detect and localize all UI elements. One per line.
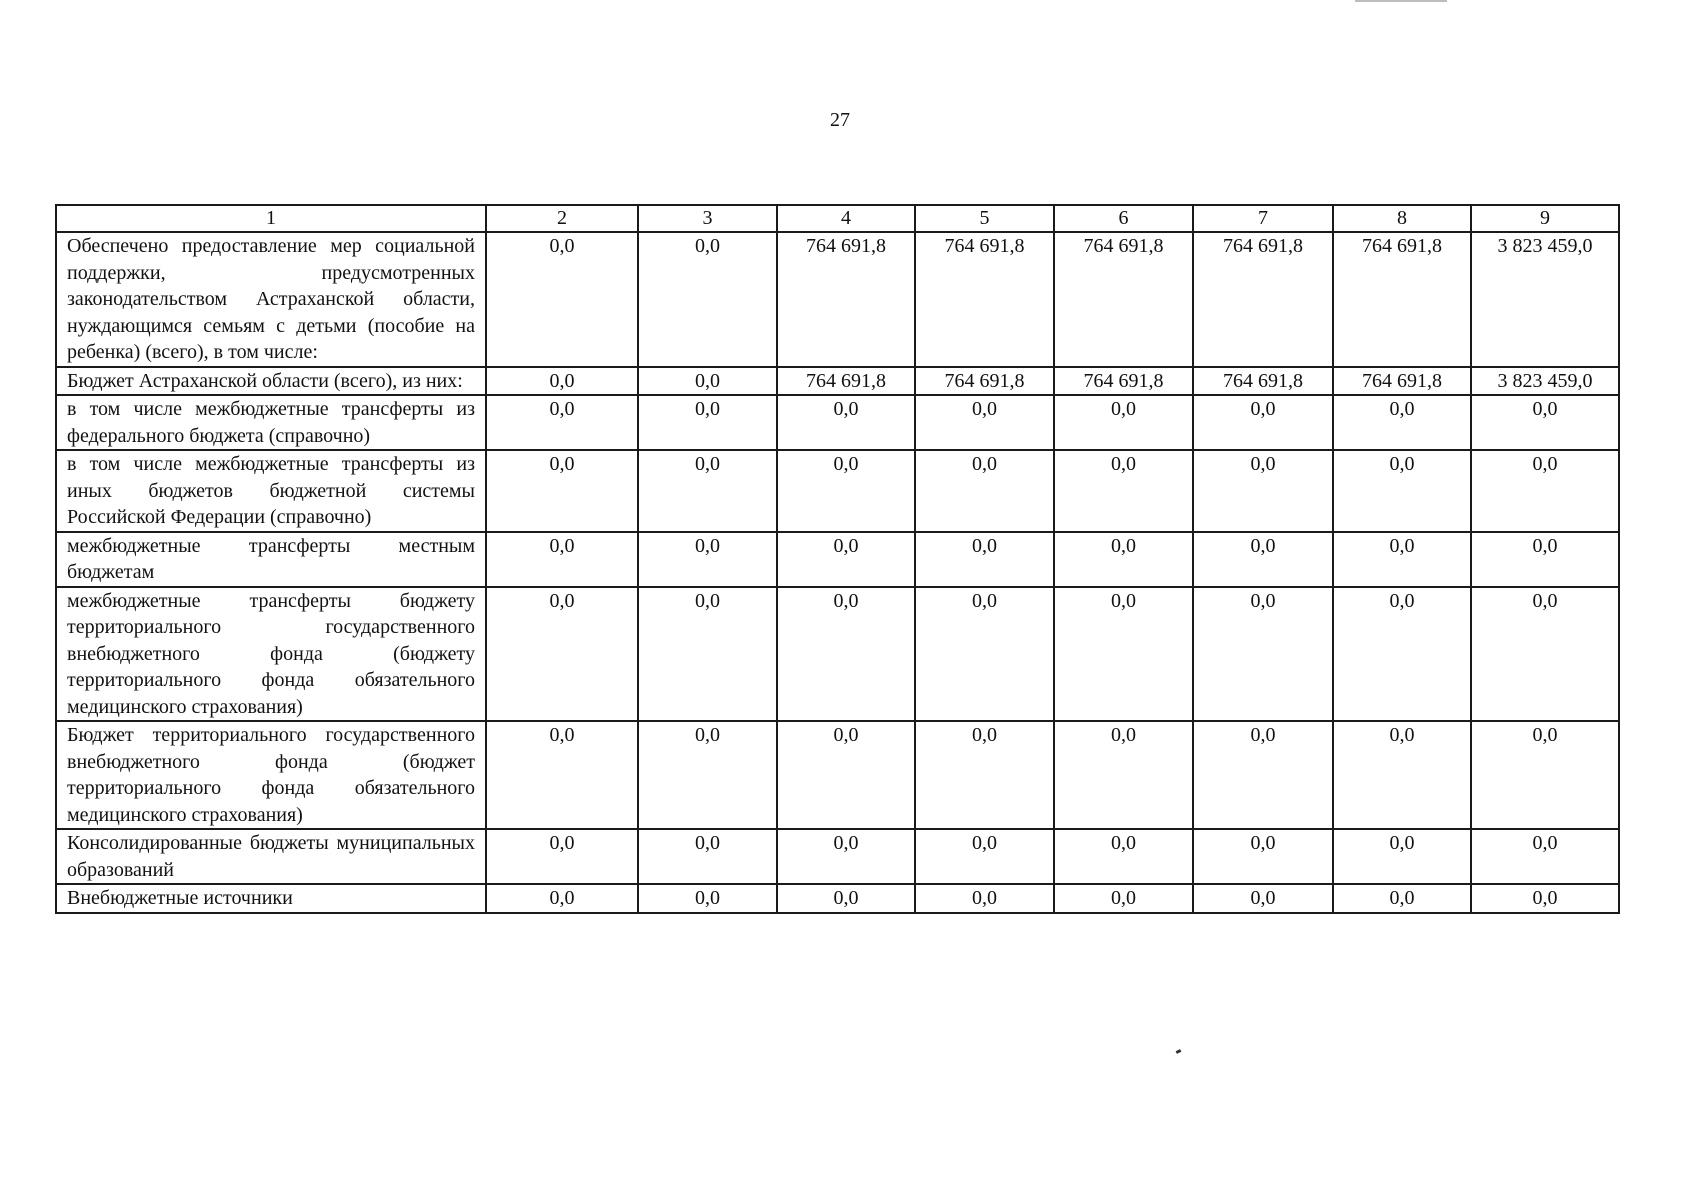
row-label: в том числе межбюджетные трансферты из федерального бюджета (справочно) xyxy=(56,395,486,450)
table-row xyxy=(56,450,1619,532)
table-row xyxy=(56,367,1619,396)
table-cell: 0,0 xyxy=(777,532,915,587)
table-cell: 0,0 xyxy=(1333,450,1471,532)
table-cell: 0,0 xyxy=(638,395,777,450)
row-label: межбюджетные трансферты местным бюджетам xyxy=(56,532,486,587)
table-header-row xyxy=(56,205,1619,232)
table-cell: 0,0 xyxy=(1333,532,1471,587)
table-cell: 764 691,8 xyxy=(1333,367,1471,396)
table-cell: 0,0 xyxy=(1054,395,1193,450)
table-cell: 0,0 xyxy=(777,395,915,450)
table-cell: 3 823 459,0 xyxy=(1471,367,1619,396)
table-cell: 0,0 xyxy=(915,532,1054,587)
table-cell: 0,0 xyxy=(638,532,777,587)
table-cell: 0,0 xyxy=(638,721,777,829)
table-cell: 3 823 459,0 xyxy=(1471,232,1619,367)
column-header: 8 xyxy=(1333,205,1471,232)
table-cell: 764 691,8 xyxy=(915,232,1054,367)
column-header: 2 xyxy=(486,205,638,232)
table-cell: 0,0 xyxy=(1054,587,1193,722)
table-cell: 0,0 xyxy=(1333,829,1471,884)
budget-table xyxy=(55,204,1620,914)
table-row xyxy=(56,884,1619,913)
table-cell: 0,0 xyxy=(1054,884,1193,913)
table-cell: 0,0 xyxy=(777,884,915,913)
table-cell: 0,0 xyxy=(486,367,638,396)
row-label: Консолидированные бюджеты муниципальных образований xyxy=(56,829,486,884)
table-cell: 764 691,8 xyxy=(1193,367,1333,396)
table-cell: 0,0 xyxy=(638,829,777,884)
scan-artifact xyxy=(1355,0,1447,2)
table-row xyxy=(56,587,1619,722)
table-cell: 764 691,8 xyxy=(1054,367,1193,396)
table-cell: 0,0 xyxy=(1471,884,1619,913)
table-cell: 764 691,8 xyxy=(1054,232,1193,367)
page-number: 27 xyxy=(830,109,850,131)
column-header: 3 xyxy=(638,205,777,232)
row-label: Бюджет Астраханской области (всего), из них: xyxy=(56,367,486,396)
table-cell: 0,0 xyxy=(638,884,777,913)
table-cell: 0,0 xyxy=(1054,532,1193,587)
table-cell: 764 691,8 xyxy=(1333,232,1471,367)
table-cell: 0,0 xyxy=(486,232,638,367)
column-header: 9 xyxy=(1471,205,1619,232)
table-cell: 0,0 xyxy=(1193,884,1333,913)
table-cell: 764 691,8 xyxy=(1193,232,1333,367)
table-cell: 0,0 xyxy=(1471,532,1619,587)
column-header: 4 xyxy=(777,205,915,232)
table-cell: 0,0 xyxy=(1054,450,1193,532)
table-cell: 0,0 xyxy=(1193,532,1333,587)
table-cell: 0,0 xyxy=(486,395,638,450)
table-cell: 0,0 xyxy=(1333,395,1471,450)
table-cell: 0,0 xyxy=(1333,884,1471,913)
table-cell: 0,0 xyxy=(777,721,915,829)
table-cell: 0,0 xyxy=(486,829,638,884)
table-cell: 0,0 xyxy=(1333,721,1471,829)
table-cell: 0,0 xyxy=(486,587,638,722)
table-row xyxy=(56,721,1619,829)
table-cell: 0,0 xyxy=(1054,829,1193,884)
table-cell: 0,0 xyxy=(777,829,915,884)
table-cell: 0,0 xyxy=(1471,721,1619,829)
table-cell: 0,0 xyxy=(1193,829,1333,884)
table-row xyxy=(56,829,1619,884)
column-header: 1 xyxy=(56,205,486,232)
table-cell: 0,0 xyxy=(638,450,777,532)
table-cell: 0,0 xyxy=(638,367,777,396)
table-cell: 0,0 xyxy=(1333,587,1471,722)
table-cell: 764 691,8 xyxy=(915,367,1054,396)
table-cell: 0,0 xyxy=(1054,721,1193,829)
column-header: 6 xyxy=(1054,205,1193,232)
table-cell: 0,0 xyxy=(915,884,1054,913)
table-cell: 0,0 xyxy=(638,232,777,367)
column-header: 5 xyxy=(915,205,1054,232)
column-header: 7 xyxy=(1193,205,1333,232)
table-cell: 0,0 xyxy=(915,587,1054,722)
table-cell: 0,0 xyxy=(915,721,1054,829)
table-cell: 0,0 xyxy=(915,450,1054,532)
table-cell: 0,0 xyxy=(1193,395,1333,450)
table-cell: 0,0 xyxy=(1193,587,1333,722)
table-cell: 764 691,8 xyxy=(777,367,915,396)
scan-speck xyxy=(1176,1049,1182,1054)
table-cell: 0,0 xyxy=(1193,721,1333,829)
table-cell: 0,0 xyxy=(486,450,638,532)
table-cell: 0,0 xyxy=(777,450,915,532)
table-cell: 0,0 xyxy=(1471,450,1619,532)
table-cell: 0,0 xyxy=(915,395,1054,450)
table-row xyxy=(56,232,1619,367)
row-label: Внебюджетные источники xyxy=(56,884,486,913)
table-row xyxy=(56,395,1619,450)
table-cell: 0,0 xyxy=(486,532,638,587)
table-cell: 0,0 xyxy=(915,829,1054,884)
table-cell: 0,0 xyxy=(1471,829,1619,884)
table-cell: 764 691,8 xyxy=(777,232,915,367)
table-cell: 0,0 xyxy=(1471,587,1619,722)
table-cell: 0,0 xyxy=(777,587,915,722)
row-label: Бюджет территориального государственного внебюджетного фонда (бюджет территориального фонда обязательного медицинского страхования) xyxy=(56,721,486,829)
row-label: Обеспечено предоставление мер социальной поддержки, предусмотренных законодательством Астраханской области, нуждающимся семьям с детьми (пособие на ребенка) (всего), в том числе: xyxy=(56,232,486,367)
table-cell: 0,0 xyxy=(1193,450,1333,532)
table-cell: 0,0 xyxy=(486,721,638,829)
row-label: межбюджетные трансферты бюджету территориального государственного внебюджетного фонда (бюджету территориального фонда обязательного медицинского страхования) xyxy=(56,587,486,722)
table-row xyxy=(56,532,1619,587)
row-label: в том числе межбюджетные трансферты из иных бюджетов бюджетной системы Российской Федерации (справочно) xyxy=(56,450,486,532)
table-cell: 0,0 xyxy=(638,587,777,722)
table-cell: 0,0 xyxy=(1471,395,1619,450)
table-cell: 0,0 xyxy=(486,884,638,913)
